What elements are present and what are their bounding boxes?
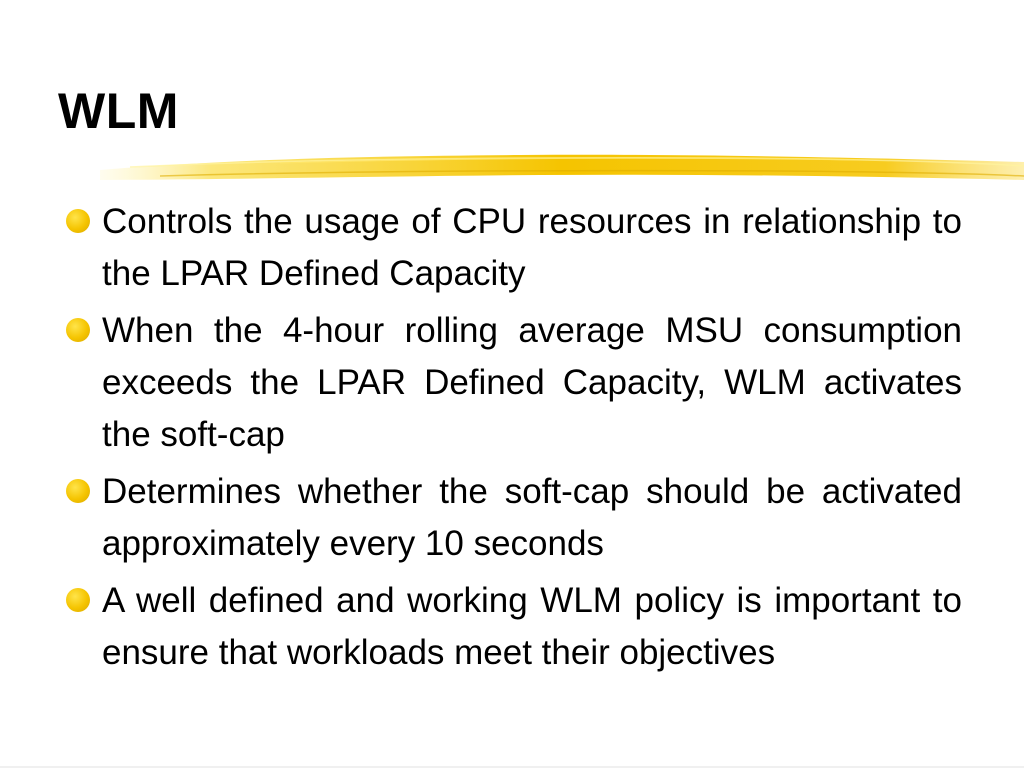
bullet-list (66, 196, 962, 684)
bullet-item (66, 305, 962, 461)
bullet-item (66, 466, 962, 570)
bullet-text: When the 4-hour rolling average MSU consumption exceeds the LPAR Defined Capacity, WLM activates the soft-cap (102, 311, 962, 454)
bullet-text: A well defined and working WLM policy is important to ensure that workloads meet their objectives (102, 581, 962, 672)
bullet-dot-icon (66, 479, 90, 503)
bullet-text: Controls the usage of CPU resources in relationship to the LPAR Defined Capacity (102, 202, 962, 293)
bullet-dot-icon (66, 209, 90, 233)
bullet-item (66, 196, 962, 300)
bullet-dot-icon (66, 318, 90, 342)
slide-title: WLM (58, 83, 179, 139)
bullet-dot-icon (66, 588, 90, 612)
title-underline-brush (100, 146, 1024, 190)
bullet-text: Determines whether the soft-cap should be activated approximately every 10 seconds (102, 472, 962, 563)
bullet-item (66, 575, 962, 679)
